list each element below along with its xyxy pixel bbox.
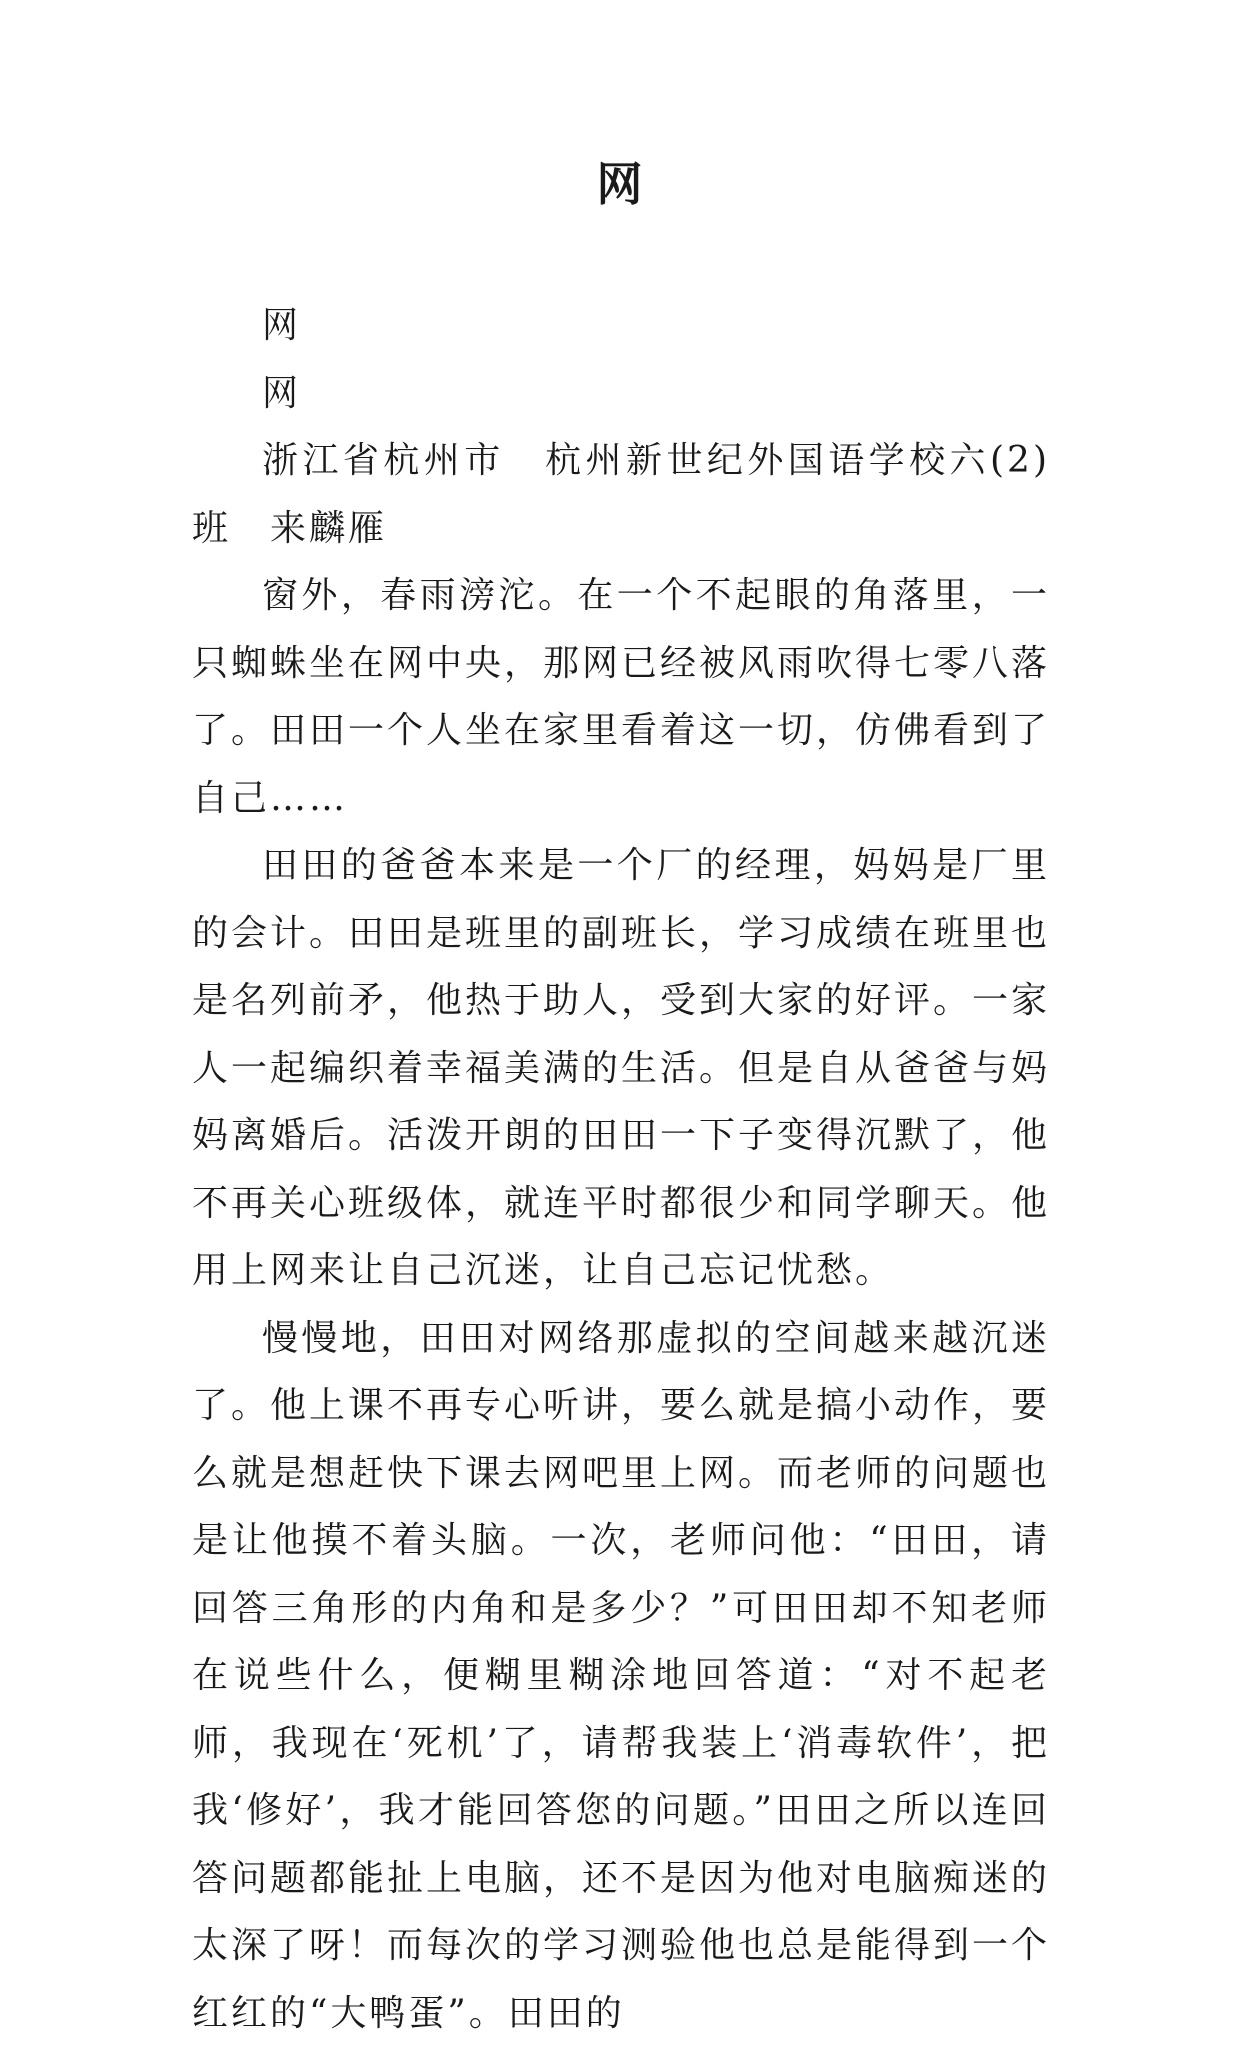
paragraph-list bbox=[192, 562, 1050, 2047]
subtitle-line: 网 bbox=[192, 360, 1050, 428]
subtitle-line: 网 bbox=[192, 292, 1050, 360]
document-title: 网 bbox=[0, 148, 1241, 214]
body-paragraph: 窗外，春雨滂沱。在一个不起眼的角落里，一只蜘蛛坐在网中央，那网已经被风雨吹得七零八落了。田田一个人坐在家里看着这一切，仿佛看到了自己…… bbox=[192, 562, 1050, 832]
body-paragraph: 慢慢地，田田对网络那虚拟的空间越来越沉迷了。他上课不再专心听讲，要么就是搞小动作，要么就是想赶快下课去网吧里上网。而老师的问题也是让他摸不着头脑。一次，老师问他：“田田，请回答三角形的内角和是多少？”可田田却不知老师在说些什么，便糊里糊涂地回答道：“对不起老师，我现在‘死机’了，请帮我装上‘消毒软件’，把我‘修好’，我才能回答您的问题。”田田之所以连回答问题都能扯上电脑，还不是因为他对电脑痴迷的太深了呀！而每次的学习测验他也总是能得到一个红红的“大鸭蛋”。田田的 bbox=[192, 1305, 1050, 2047]
body-paragraph: 田田的爸爸本来是一个厂的经理，妈妈是厂里的会计。田田是班里的副班长，学习成绩在班里也是名列前矛，他热于助人，受到大家的好评。一家人一起编织着幸福美满的生活。但是自从爸爸与妈妈离婚后。活泼开朗的田田一下子变得沉默了，他不再关心班级体，就连平时都很少和同学聊天。他用上网来让自己沉迷，让自己忘记忧愁。 bbox=[192, 832, 1050, 1305]
document-body bbox=[192, 292, 1050, 2047]
author-byline: 浙江省杭州市 杭州新世纪外国语学校六(2)班 来麟雁 bbox=[192, 427, 1050, 562]
